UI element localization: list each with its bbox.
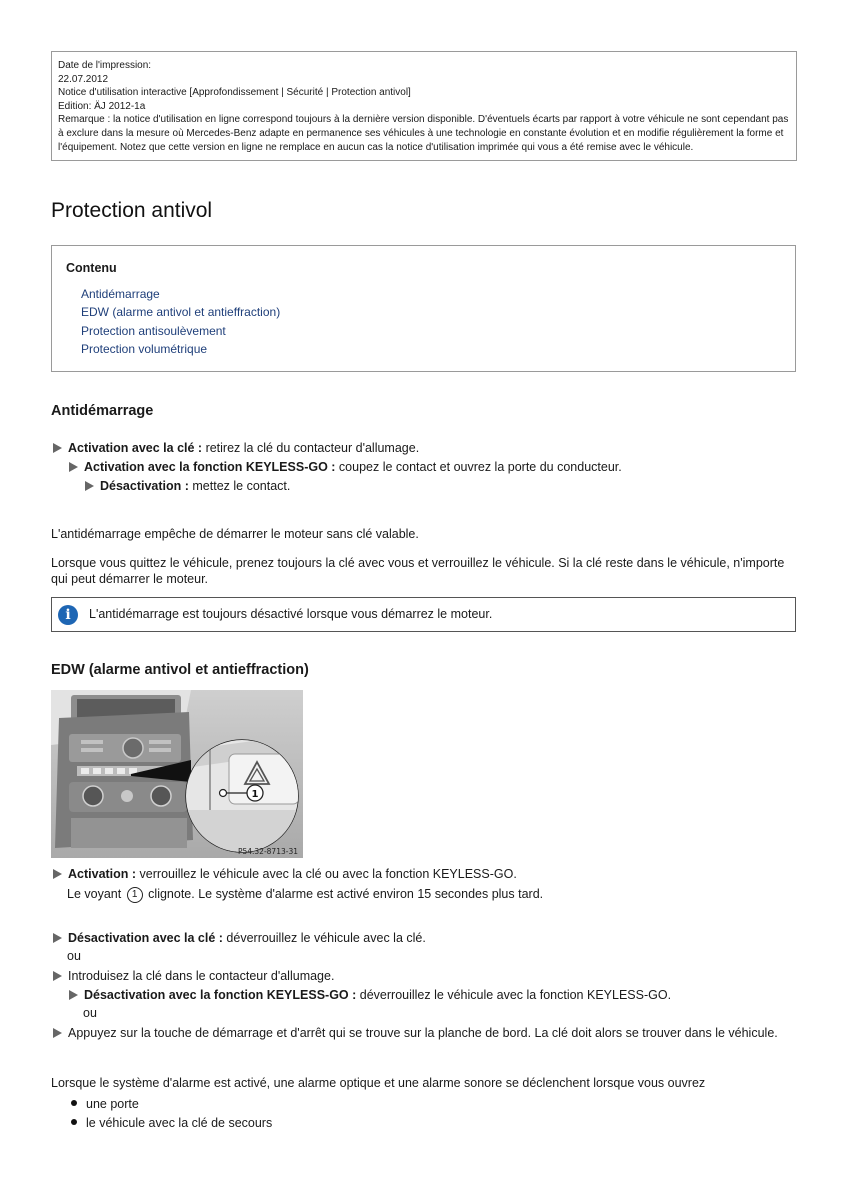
bullet-icon (71, 1100, 77, 1106)
indicator-lamp-note: Le voyant 1 clignote. Le système d'alarme est activé environ 15 secondes plus tard. (67, 887, 544, 901)
or-text: ou (83, 1006, 97, 1020)
image-code: P54.32-8713-31 (237, 847, 298, 856)
step-arrow-icon (85, 481, 94, 491)
section-heading-immobilizer: Antidémarrage (51, 403, 154, 419)
callout-number: 1 (251, 789, 259, 800)
toc-link-edw[interactable]: EDW (alarme antivol et antieffraction) (81, 305, 281, 319)
alarm-intro: Lorsque le système d'alarme est activé, une alarme optique et une alarme sonore se déclenchent lorsque vous ouvrez (51, 1076, 706, 1090)
step-activation-keyless-go: Activation avec la fonction KEYLESS-GO : coupez le contact et ouvrez la porte du conducteur. (69, 459, 622, 475)
step-edw-deactivation-keyless-go: Désactivation avec la fonction KEYLESS-GO : déverrouillez le véhicule avec la fonction KEYLESS-GO. (69, 987, 671, 1003)
step-arrow-icon (69, 462, 78, 472)
bullet-icon (71, 1119, 77, 1125)
toc-title: Contenu (66, 261, 117, 275)
step-insert-key: Introduisez la clé dans le contacteur d'allumage. (53, 968, 334, 984)
list-item: une porte (71, 1097, 139, 1111)
toc-link-immobilizer[interactable]: Antidémarrage (81, 287, 160, 301)
step-edw-deactivation-key: Désactivation avec la clé : déverrouillez le véhicule avec la clé. (53, 930, 426, 946)
or-text: ou (67, 949, 81, 963)
toc-link-tow-away-protection[interactable]: Protection antisoulèvement (81, 324, 226, 338)
print-date-label: Date de l'impression: (58, 60, 152, 71)
print-info-box (51, 51, 797, 161)
dashboard-illustration (51, 690, 303, 858)
remark: Remarque : la notice d'utilisation en ligne correspond toujours à la dernière version disponible. D'éventuels écarts par rapport à votre véhicule ne sont cependant pas à exclure dans la mesure où Mercedes-Benz adapte en permanence ses véhicules à une technologie en constante évolution et en modifie régulièrement la forme et l'équipement. Notez que cette version en ligne ne remplace en aucun cas la notice d'utilisation imprimée qui vous a été remise avec le véhicule. (58, 114, 789, 153)
immobilizer-para-2: Lorsque vous quittez le véhicule, prenez toujours la clé avec vous et verrouillez le véhicule. Si la clé reste dans le véhicule, n'importe qui peut démarrer le moteur. (51, 556, 785, 586)
page-title: Protection antivol (51, 199, 213, 222)
info-note (51, 597, 796, 632)
step-press-start-stop: Appuyez sur la touche de démarrage et d'arrêt qui se trouve sur la planche de bord. La clé doit alors se trouver dans le véhicule. (53, 1025, 778, 1041)
step-arrow-icon (53, 933, 62, 943)
step-arrow-icon (53, 1028, 62, 1038)
step-edw-activation: Activation : verrouillez le véhicule avec la clé ou avec la fonction KEYLESS-GO. (53, 866, 517, 882)
info-icon: i (58, 605, 78, 625)
list-item: le véhicule avec la clé de secours (71, 1116, 272, 1130)
step-activation-key: Activation avec la clé : retirez la clé du contacteur d'allumage. (53, 440, 419, 456)
immobilizer-para-1: L'antidémarrage empêche de démarrer le moteur sans clé valable. (51, 527, 419, 541)
edition: Edition: ÄJ 2012-1a (58, 100, 146, 112)
step-deactivation: Désactivation : mettez le contact. (85, 478, 290, 494)
section-heading-edw: EDW (alarme antivol et antieffraction) (51, 662, 309, 678)
step-arrow-icon (53, 869, 62, 879)
step-arrow-icon (53, 971, 62, 981)
callout-ref-icon: 1 (127, 887, 143, 903)
table-of-contents (51, 245, 796, 372)
toc-link-interior-protection[interactable]: Protection volumétrique (81, 342, 208, 356)
dashboard-photo (51, 690, 303, 858)
info-note-text: L'antidémarrage est toujours désactivé lorsque vous démarrez le moteur. (89, 607, 493, 621)
breadcrumb: Notice d'utilisation interactive [Approfondissement | Sécurité | Protection antivol] (58, 87, 411, 99)
step-arrow-icon (53, 443, 62, 453)
print-date: 22.07.2012 (58, 73, 109, 85)
step-arrow-icon (69, 990, 78, 1000)
